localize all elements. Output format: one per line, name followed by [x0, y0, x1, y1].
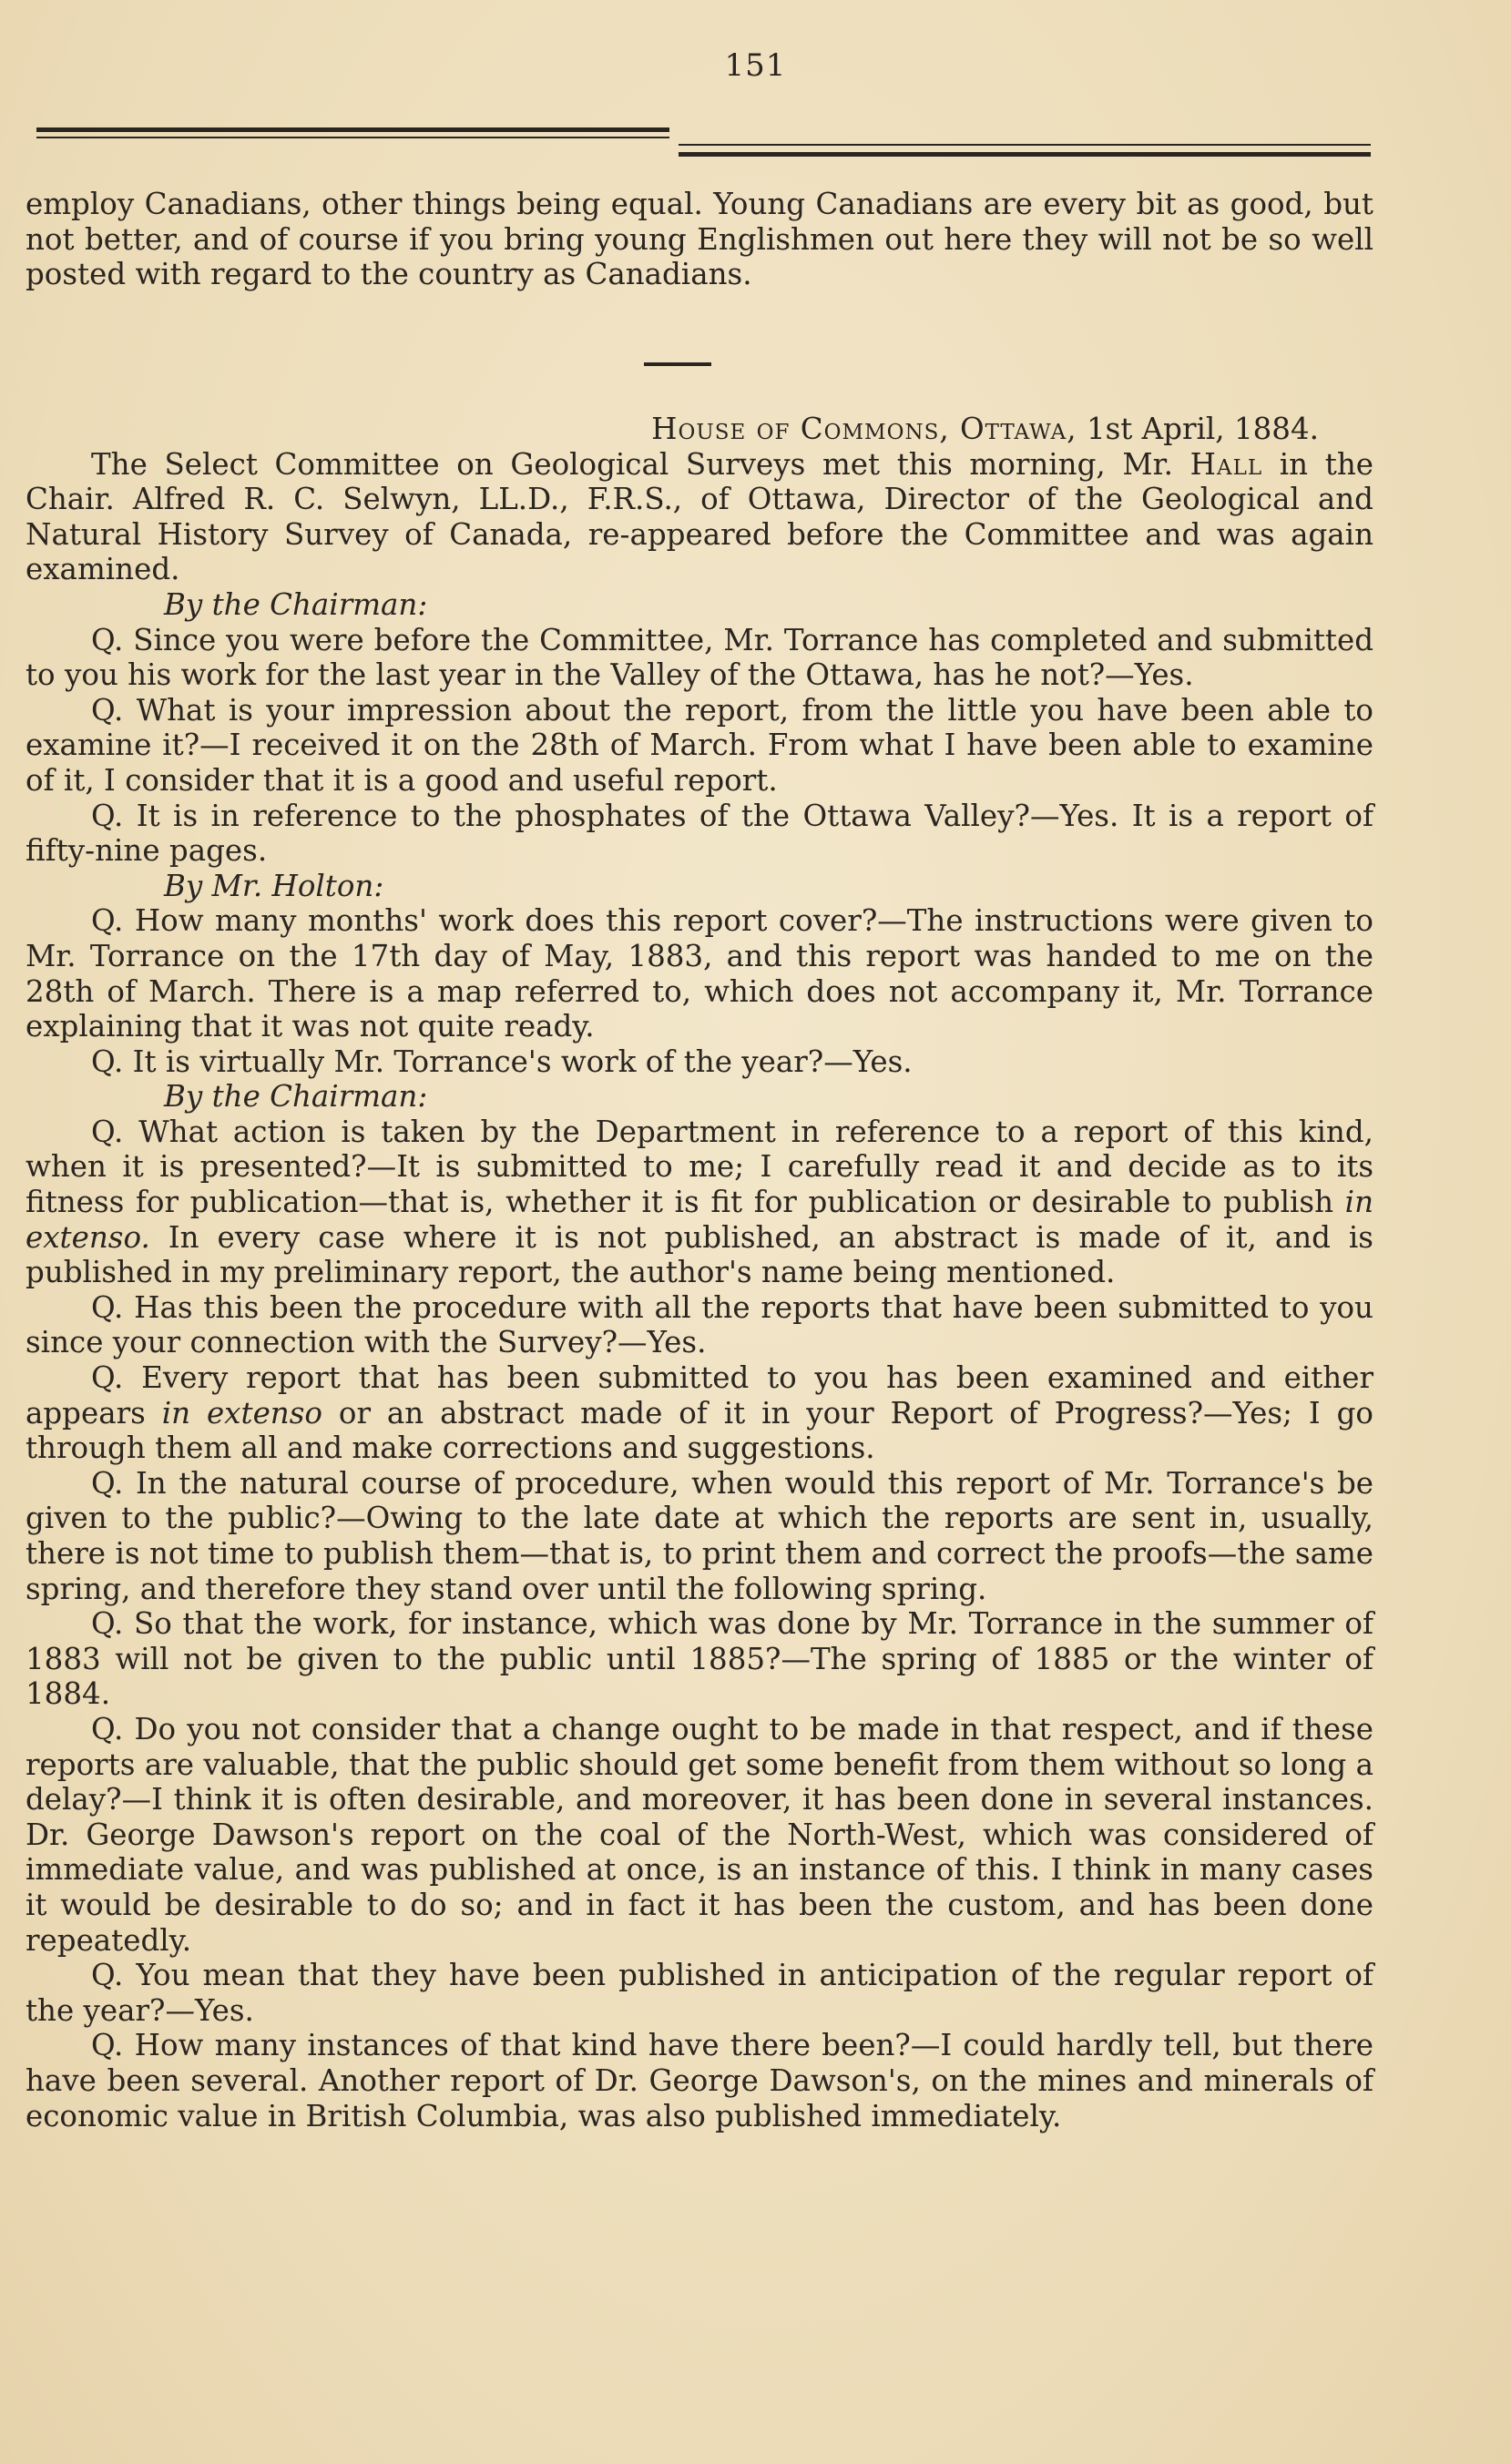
- speaker-heading: By the Chairman:: [164, 1079, 428, 1115]
- question-paragraph: Q. How many months' work does this report cover?—The instructions were given to Mr. Torrance on the 17th day of May, 1883, and this report was handed to me on the 28th of March. There is a map referred to, which does not accompany it, Mr. Torrance explaining that it was not quite ready.: [26, 903, 1373, 1044]
- question-paragraph: Q. So that the work, for instance, which was done by Mr. Torrance in the summer of 1883 will not be given to the public until 1885?—The spring of 1885 or the winter of 1884.: [26, 1606, 1373, 1712]
- italic-phrase: in extenso.: [26, 1185, 1373, 1255]
- question-paragraph: [26, 1360, 1373, 1466]
- section-divider: [644, 362, 711, 366]
- paragraph-text: In every case where it is not published, an abstract is made of it, and is published in my preliminary report, the author's name being mentioned.: [26, 1219, 1373, 1290]
- paragraph-text: Q. What action is taken by the Department in reference to a report of this kind, when it is presented?—It is submitted to me; I carefully read it and decide as to its fitness for publication—that is, whether it is fit for publication or desirable to publish: [26, 1114, 1373, 1220]
- intro-text: The Select Committee on Geological Surveys met this morning, Mr.: [91, 446, 1190, 482]
- intro-text: in the Chair. Alfred R. C. Selwyn, LL.D., F.R.S., of Ottawa, Director of the Geological and Natural History Survey of Canada, re-appeared before the Committee and was again examined.: [26, 446, 1373, 587]
- chair-name: Hall: [1189, 446, 1263, 482]
- header-rule: [36, 137, 669, 138]
- paragraph-text: or an abstract made of it in your Report of Progress?—Yes; I go through them all and make corrections and suggestions.: [26, 1395, 1373, 1466]
- dateline: [26, 412, 1373, 447]
- header-rule: [679, 152, 1371, 157]
- question-paragraph: Q. Has this been the procedure with all the reports that have been submitted to you since your connection with the Survey?—Yes.: [26, 1289, 1373, 1360]
- question-paragraph: Q. In the natural course of procedure, when would this report of Mr. Torrance's be given to the public?—Owing to the late date at which the reports are sent in, usually, there is not time to publish them—that is, to print them and correct the proofs—the same spring, and therefore they stand over until the following spring.: [26, 1465, 1373, 1606]
- question-paragraph: Q. How many instances of that kind have there been?—I could hardly tell, but there have been several. Another report of Dr. George Dawson's, on the mines and minerals of economic value in British Columbia, was also published immediately.: [26, 2028, 1373, 2133]
- paragraph-text: Q. Every report that has been submitted to you has been examined and either appears: [26, 1360, 1373, 1431]
- speaker-heading: By the Chairman:: [164, 586, 428, 622]
- question-paragraph: Q. You mean that they have been published in anticipation of the regular report of the year?—Yes.: [26, 1958, 1373, 2028]
- question-paragraph: [26, 1115, 1373, 1290]
- question-paragraph: Q. It is virtually Mr. Torrance's work of the year?—Yes.: [91, 1044, 913, 1079]
- speaker-heading: By Mr. Holton:: [164, 868, 384, 903]
- opening-paragraph: employ Canadians, other things being equal. Young Canadians are every bit as good, but not better, and of course if you bring young Englishmen out here they will not be so well posted with regard to the country as Canadians.: [26, 187, 1373, 292]
- question-paragraph: Q. It is in reference to the phosphates of the Ottawa Valley?—Yes. It is a report of fifty-nine pages.: [26, 798, 1373, 869]
- question-paragraph: Q. Do you not consider that a change ought to be made in that respect, and if these reports are valuable, that the public should get some benefit from them without so long a delay?—I think it is often desirable, and moreover, it has been done in several instances. Dr. George Dawson's report on the coal of the North-West, which was considered of immediate value, and was published at once, is an instance of this. I think in many cases it would be desirable to do so; and in fact it has been the custom, and has been done repeatedly.: [26, 1711, 1373, 1958]
- italic-phrase: in extenso: [161, 1395, 322, 1431]
- dateline-date: 1st April, 1884.: [1077, 412, 1319, 446]
- page-number: 151: [724, 47, 787, 84]
- header-rule: [36, 127, 669, 132]
- header-rule: [679, 144, 1371, 146]
- intro-paragraph: [26, 447, 1373, 587]
- minutes-text-block: [26, 412, 1373, 2133]
- question-paragraph: Q. Since you were before the Committee, Mr. Torrance has completed and submitted to you his work for the last year in the Valley of the Ottawa, has he not?—Yes.: [26, 622, 1373, 693]
- question-paragraph: Q. What is your impression about the report, from the little you have been able to examine it?—I received it on the 28th of March. From what I have been able to examine of it, I consider that it is a good and useful report.: [26, 692, 1373, 798]
- opening-text-block: [26, 187, 1373, 292]
- dateline-place: House of Commons, Ottawa,: [651, 412, 1077, 446]
